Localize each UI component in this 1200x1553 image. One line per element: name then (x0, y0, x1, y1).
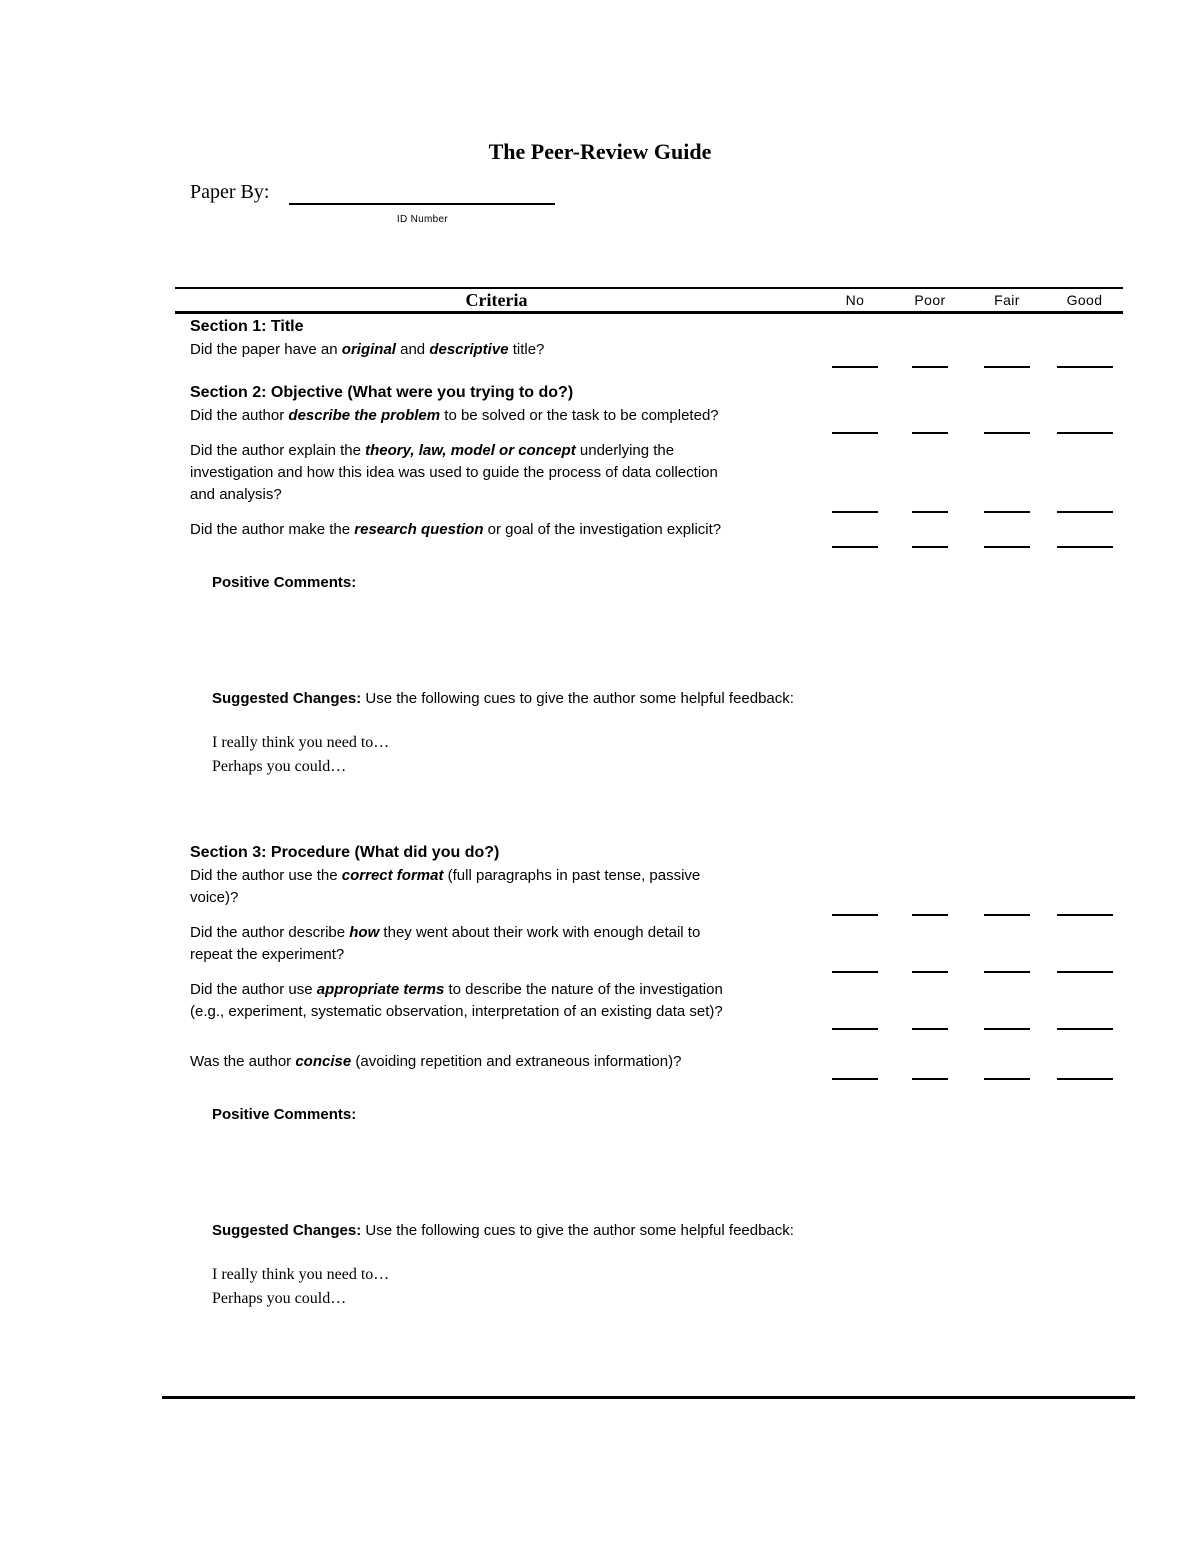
criteria-row (175, 1051, 1123, 1073)
rating-line-no[interactable] (832, 432, 878, 434)
rating-cell-good (1046, 964, 1123, 966)
rating-cell-fair (968, 1071, 1046, 1073)
rating-cell-poor (892, 539, 968, 541)
section-heading: Section 1: Title (190, 318, 304, 335)
feedback-cues (212, 731, 1123, 779)
rubric-table (175, 287, 1123, 1311)
rating-cell-fair (968, 425, 1046, 427)
question-text: Did the author describe the problem to be solved or the task to be completed? (190, 407, 719, 424)
rating-line-fair[interactable] (984, 511, 1030, 513)
rating-cell-good (1046, 1071, 1123, 1073)
rating-line-good[interactable] (1057, 511, 1113, 513)
rating-cell-poor (892, 425, 968, 427)
suggested-changes-label: Suggested Changes: (212, 690, 362, 707)
rating-line-good[interactable] (1057, 914, 1113, 916)
rating-line-good[interactable] (1057, 971, 1113, 973)
rating-line-poor[interactable] (912, 432, 948, 434)
rating-cell-fair (968, 907, 1046, 909)
criteria-row (175, 339, 1123, 361)
comments-block (175, 573, 1123, 779)
rating-line-good[interactable] (1057, 546, 1113, 548)
rating-line-no[interactable] (832, 366, 878, 368)
section-questions (175, 339, 1123, 361)
rating-line-good[interactable] (1057, 1078, 1113, 1080)
page-title: The Peer-Review Guide (488, 139, 712, 164)
rating-cell-poor (892, 1021, 968, 1023)
suggested-changes-text: Use the following cues to give the author some helpful feedback: (361, 1222, 794, 1239)
rating-cell-no (818, 425, 892, 427)
rubric-section (175, 383, 1123, 779)
positive-comments-label: Positive Comments: (212, 1106, 357, 1123)
feedback-cues (212, 1263, 1123, 1311)
rating-cell-good (1046, 359, 1123, 361)
section-questions (175, 865, 1123, 1073)
rating-header-poor: Poor (914, 292, 946, 308)
rating-header-good: Good (1066, 292, 1103, 308)
rating-cell-fair (968, 1021, 1046, 1023)
rating-cell-fair (968, 964, 1046, 966)
rating-cell-poor (892, 964, 968, 966)
rating-cell-no (818, 359, 892, 361)
rating-line-poor[interactable] (912, 366, 948, 368)
rubric-header-row (175, 289, 1123, 314)
rating-line-good[interactable] (1057, 1028, 1113, 1030)
rating-line-fair[interactable] (984, 1078, 1030, 1080)
rating-line-fair[interactable] (984, 432, 1030, 434)
rating-line-poor[interactable] (912, 971, 948, 973)
rating-line-fair[interactable] (984, 914, 1030, 916)
id-number-label: ID Number (396, 214, 448, 225)
rating-line-poor[interactable] (912, 546, 948, 548)
rating-line-poor[interactable] (912, 1028, 948, 1030)
rating-cell-fair (968, 359, 1046, 361)
rating-cell-poor (892, 359, 968, 361)
rating-cell-good (1046, 907, 1123, 909)
criteria-column-header: Criteria (465, 289, 528, 310)
suggested-changes-label: Suggested Changes: (212, 1222, 362, 1239)
criteria-row (175, 979, 1123, 1023)
paper-by-line[interactable] (289, 179, 555, 225)
rating-line-poor[interactable] (912, 914, 948, 916)
criteria-row (175, 865, 1123, 909)
feedback-cue: I really think you need to… (212, 1266, 390, 1283)
section-heading: Section 3: Procedure (What did you do?) (190, 844, 500, 861)
suggested-changes-line (212, 1221, 1123, 1241)
rating-line-no[interactable] (832, 546, 878, 548)
rating-cell-good (1046, 539, 1123, 541)
rating-header-no: No (845, 292, 865, 308)
rating-line-fair[interactable] (984, 971, 1030, 973)
question-text: Did the author make the research question or goal of the investigation explicit? (190, 521, 722, 538)
question-text: Did the author explain the theory, law, model or concept underlying the investigation and how this idea was used to guide the process of data collection and analysis? (190, 442, 718, 503)
rating-header-fair: Fair (994, 292, 1020, 308)
suggested-changes-line (212, 689, 1123, 709)
rating-cell-poor (892, 504, 968, 506)
suggested-changes-text: Use the following cues to give the author some helpful feedback: (361, 690, 794, 707)
comments-block (175, 1105, 1123, 1311)
rating-line-fair[interactable] (984, 546, 1030, 548)
criteria-row (175, 440, 1123, 506)
feedback-cue: Perhaps you could… (212, 758, 347, 775)
bottom-divider (162, 1396, 1135, 1399)
rating-cell-no (818, 1071, 892, 1073)
question-text: Was the author concise (avoiding repetition and extraneous information)? (190, 1053, 682, 1070)
paper-by-row (190, 179, 1200, 223)
rating-cell-no (818, 1021, 892, 1023)
rating-cell-good (1046, 1021, 1123, 1023)
rating-line-no[interactable] (832, 971, 878, 973)
question-text: Did the author use the correct format (full paragraphs in past tense, passive voice)? (190, 867, 701, 906)
rating-line-no[interactable] (832, 914, 878, 916)
rating-line-no[interactable] (832, 1028, 878, 1030)
feedback-cue: Perhaps you could… (212, 1290, 347, 1307)
rating-cell-no (818, 539, 892, 541)
question-text: Did the author describe how they went about their work with enough detail to repeat the experiment? (190, 924, 701, 963)
rating-line-good[interactable] (1057, 432, 1113, 434)
rubric-section (175, 843, 1123, 1311)
rubric-body (175, 317, 1123, 1311)
rubric-section (175, 317, 1123, 361)
rating-line-poor[interactable] (912, 511, 948, 513)
rating-line-no[interactable] (832, 511, 878, 513)
rating-line-fair[interactable] (984, 1028, 1030, 1030)
section-heading: Section 2: Objective (What were you trying to do?) (190, 384, 574, 401)
section-questions (175, 405, 1123, 541)
rating-line-no[interactable] (832, 1078, 878, 1080)
rating-line-fair[interactable] (984, 366, 1030, 368)
rating-cell-no (818, 504, 892, 506)
rating-line-poor[interactable] (912, 1078, 948, 1080)
rating-cell-fair (968, 504, 1046, 506)
rating-cell-no (818, 907, 892, 909)
rating-cell-good (1046, 425, 1123, 427)
rating-line-good[interactable] (1057, 366, 1113, 368)
criteria-row (175, 405, 1123, 427)
paper-by-label: Paper By: (190, 181, 270, 203)
feedback-cue: I really think you need to… (212, 734, 390, 751)
question-text: Did the paper have an original and descriptive title? (190, 341, 545, 358)
criteria-row (175, 922, 1123, 966)
positive-comments-label: Positive Comments: (212, 574, 357, 591)
rating-cell-fair (968, 539, 1046, 541)
rating-cell-good (1046, 504, 1123, 506)
rating-cell-poor (892, 1071, 968, 1073)
criteria-row (175, 519, 1123, 541)
rating-cell-poor (892, 907, 968, 909)
rating-cell-no (818, 964, 892, 966)
question-text: Did the author use appropriate terms to describe the nature of the investigation (e.g., experiment, systematic observation, interpretation of an existing data set)? (190, 981, 723, 1020)
